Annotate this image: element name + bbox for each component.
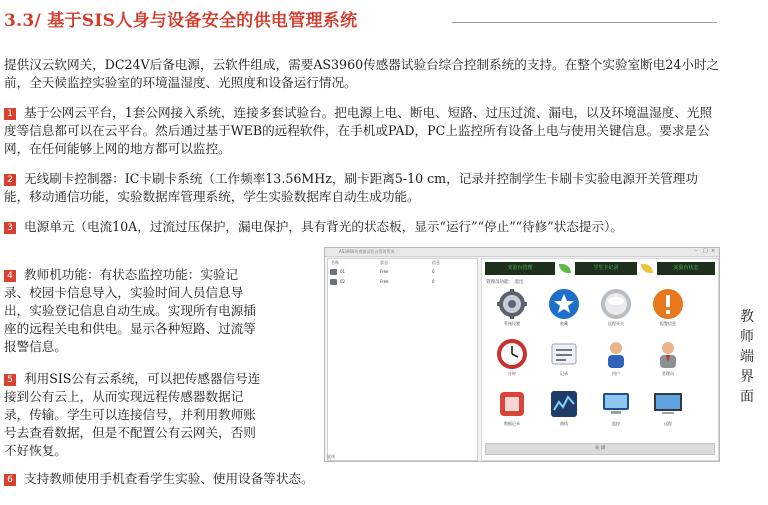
item-4 — [4, 266, 262, 356]
leaf-icon — [559, 264, 571, 273]
intro-paragraph: 提供汉云软网关，DC24V后备电源，云软件组成，需要AS3960传感器试验台综合控制系统的支持。在整个实验室断电24小时之前，全天候监控实验室的环境温湿度、光照度和设备运行情况。 — [4, 57, 720, 90]
row-name: 01 — [340, 269, 346, 274]
column-header: 信息 — [432, 260, 440, 265]
row-status: Free — [380, 279, 389, 284]
caption-char: 界 — [740, 369, 754, 385]
close-button[interactable]: 关 闭 — [485, 443, 715, 455]
row-info: 0 — [432, 279, 435, 284]
tile-label: 远程开关 — [608, 321, 624, 326]
column-header: 名称 — [331, 260, 339, 265]
star-icon — [548, 288, 580, 320]
item-number: 6 — [4, 474, 16, 486]
tile-label: 监控 — [612, 421, 620, 426]
admin-icon — [652, 338, 684, 370]
function-tile[interactable] — [648, 388, 688, 430]
toolbar-button[interactable]: 学生卡记录 — [575, 262, 637, 275]
tile-label: 用户 — [612, 371, 620, 376]
close-icon[interactable]: × — [711, 248, 716, 254]
section-heading: 3.3/ 基于SIS人身与设备安全的供电管理系统 — [4, 11, 358, 31]
caption-char: 教 — [740, 309, 754, 325]
function-tile[interactable] — [596, 288, 636, 330]
tile-label: 数据记录 — [504, 421, 520, 426]
teacher-software-screenshot — [324, 247, 720, 462]
tile-label: 报警信息 — [660, 321, 676, 326]
item-2 — [4, 170, 720, 206]
table-row[interactable] — [328, 268, 477, 276]
device-icon — [330, 279, 337, 285]
warning-icon — [652, 288, 684, 320]
device-icon — [330, 269, 337, 275]
item-number: 3 — [4, 222, 16, 234]
function-tile[interactable] — [544, 388, 584, 430]
function-tile[interactable] — [492, 288, 532, 330]
clock-icon — [496, 338, 528, 370]
item-text: 无线刷卡控制器：IC卡刷卡系统（工作频率13.56MHz，刷卡距离5-10 cm，记录并控制学生卡刷卡实验电源开关管理功能，移动通信功能，实验数据库管理系统，学生实验数据库自动生成功能。 — [4, 171, 698, 204]
list-icon — [548, 338, 580, 370]
item-text: 支持教师使用手机查看学生实验、使用设备等状态。 — [24, 471, 314, 486]
panel-subtitle: 管理员功能： 退出 — [486, 280, 524, 285]
monitor-icon — [600, 388, 632, 420]
function-tile[interactable] — [648, 338, 688, 380]
tile-label: 曲线 — [560, 421, 568, 426]
item-6 — [4, 470, 720, 488]
user-icon — [600, 338, 632, 370]
chart-icon — [548, 388, 580, 420]
window-title: AS3960传感器试验台管理系统 — [339, 249, 395, 254]
desktop-icon — [652, 388, 684, 420]
function-tile[interactable] — [544, 338, 584, 380]
top-toolbar — [485, 262, 715, 275]
caption-char: 面 — [740, 389, 754, 405]
item-number: 2 — [4, 174, 16, 186]
caption-char: 师 — [740, 329, 754, 345]
row-status: Free — [380, 269, 389, 274]
item-3 — [4, 218, 720, 236]
function-tile[interactable] — [648, 288, 688, 330]
function-tile[interactable] — [596, 388, 636, 430]
minimize-icon[interactable]: – — [695, 248, 698, 254]
tile-label: 收藏 — [560, 321, 568, 326]
item-text: 利用SIS公有云系统，可以把传感器信号连接到公有云上，从而实现远程传感器数据记录，传输。学生可以连接信号，并利用教师账号去查看数据，但是不配置公有云网关，否则不好恢复。 — [4, 371, 261, 458]
item-text: 电源单元（电流10A，过流过压保护，漏电保护，具有背光的状态板，显示“运行”“停止”“待修”状态提示）。 — [24, 219, 623, 234]
item-1 — [4, 104, 720, 158]
function-tile[interactable] — [492, 388, 532, 430]
heading-rule — [452, 22, 717, 23]
side-caption — [737, 307, 757, 407]
toolbar-button[interactable]: 实验台状态 — [657, 262, 715, 275]
item-number: 5 — [4, 374, 16, 386]
power-icon — [600, 288, 632, 320]
function-tile[interactable] — [492, 338, 532, 380]
toolbar-button[interactable]: 实验台管理 — [485, 262, 555, 275]
item-text: 基于公网云平台，1套公网接入系统，连接多套试验台。把电源上电、断电、短路、过压过流、漏电，以及环境温湿度、光照度等信息都可以在云平台。然后通过基于WEB的远程软件，在手机或PAD，PC上监控所有设备上电与使用关键信息。要求是公网，在任何能够上网的地方都可以监控。 — [4, 105, 713, 156]
function-tile[interactable] — [544, 288, 584, 330]
tile-label: 管理员 — [662, 371, 674, 376]
tile-label: 远程 — [664, 421, 672, 426]
function-panel — [481, 258, 719, 461]
caption-char: 端 — [740, 349, 754, 365]
bulb-icon — [641, 264, 653, 273]
record-icon — [496, 388, 528, 420]
item-number: 1 — [4, 108, 16, 120]
tile-label: 记录 — [560, 371, 568, 376]
tile-label: 计时 — [508, 371, 516, 376]
column-header: 状态 — [380, 260, 388, 265]
window-titlebar — [325, 248, 719, 257]
item-number: 4 — [4, 270, 16, 282]
gear-icon — [496, 288, 528, 320]
function-tile[interactable] — [596, 338, 636, 380]
item-text: 教师机功能：有状态监控功能：实验记录、校园卡信息导入，实验时间人员信息导出，实验登记信息自动生成。实现所有电源插座的远程关电和供电。显示各种短路、过流等报警信息。 — [4, 267, 256, 354]
row-name: 02 — [340, 279, 346, 284]
device-list-panel — [327, 258, 478, 461]
status-bar: 就绪 — [327, 454, 335, 459]
row-info: 0 — [432, 269, 435, 274]
maximize-icon[interactable]: □ — [703, 248, 708, 254]
item-5 — [4, 370, 262, 460]
table-row[interactable] — [328, 278, 477, 286]
tile-label: 系统设置 — [504, 321, 520, 326]
